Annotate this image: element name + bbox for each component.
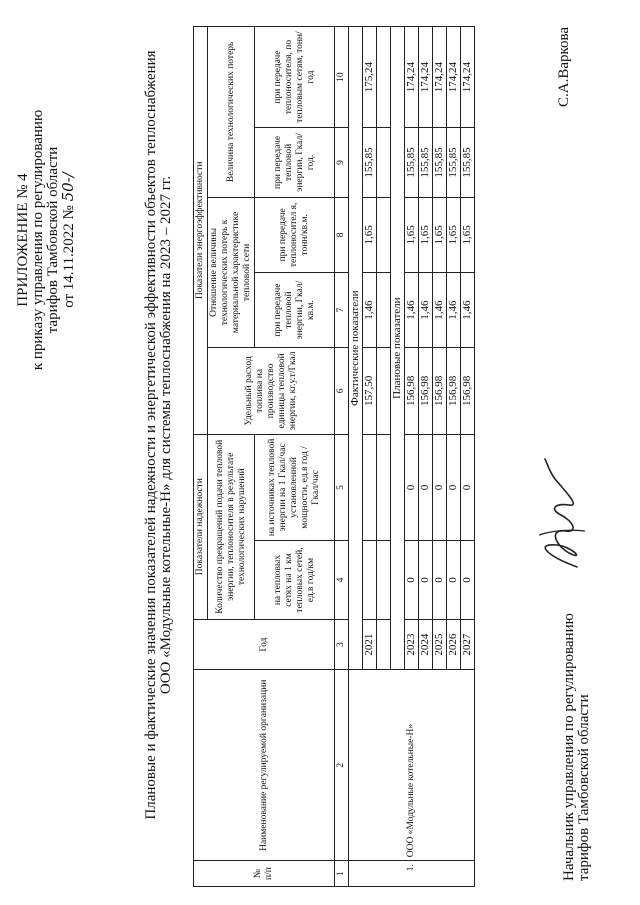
planned-ratio-carrier: 1,65 [461,197,475,272]
header-num: № п/п [194,861,335,887]
planned-networks: 0 [433,541,447,620]
actual-networks [363,541,377,620]
header-efficiency: Показатели энергоэффективности [194,27,208,435]
planned-ratio-carrier: 1,65 [433,197,447,272]
planned-losses-carrier: 174,24 [419,27,433,128]
actual-ratio-carrier: 1,65 [363,197,377,272]
header-interruptions: Количество прекращений подачи тепловой энергии, теплоносителя в результате технологических нарушений [208,434,255,619]
signatory-name: С.А.Варкова [556,26,572,107]
planned-year: 2024 [419,619,433,670]
col-number: 9 [335,128,349,198]
spacer-cell [377,348,391,434]
spacer-cell [377,272,391,347]
planned-networks: 0 [461,541,475,620]
col-number: 1 [335,861,349,887]
planned-ratio-carrier: 1,65 [447,197,461,272]
actual-indicators-label: Фактические показатели [349,27,363,670]
position-line-2: тарифов Тамбовской области [576,694,592,881]
spacer-cell [377,434,391,541]
planned-losses-heat: 155,85 [447,128,461,198]
planned-losses-heat: 155,85 [433,128,447,198]
appendix-header [16,60,77,420]
header-losses: Величина технологических потерь [208,27,255,198]
planned-sources: 0 [433,434,447,541]
indicators-table [193,26,475,887]
col-number: 7 [335,272,349,347]
header-networks: на тепловых сетях на 1 км тепловых сетей, ед.в год/км [255,541,335,620]
header-ratio-carrier: при передаче теплоносител я, тонн/кв.м. [255,197,335,272]
header-org: Наименование регулируемой организации [194,670,335,861]
handwritten-order-number: 50-/ [59,172,77,202]
org-name: ООО «Модульные котельные-Н» [349,670,475,861]
header-reliability: Показатели надежности [194,434,208,619]
planned-fuel: 156,98 [433,348,447,434]
col-number: 5 [335,434,349,541]
document-title [144,35,174,835]
planned-sources: 0 [405,434,419,541]
order-date: от 14.11.2022 № [61,205,77,308]
planned-losses-carrier: 174,24 [433,27,447,128]
planned-losses-heat: 155,85 [461,128,475,198]
appendix-title: ПРИЛОЖЕНИЕ № 4 [15,173,31,307]
planned-year: 2026 [447,619,461,670]
order-date-line [61,60,77,420]
actual-sources [363,434,377,541]
header-row-1 [194,27,208,887]
signature-scribble [525,455,595,575]
spacer-cell [377,619,391,670]
planned-indicators-label: Плановые показатели [391,27,405,670]
planned-ratio-heat: 1,46 [461,272,475,347]
planned-losses-carrier: 174,24 [447,27,461,128]
order-issuer-region: тарифов Тамбовской области [45,146,61,334]
planned-fuel: 156,98 [419,348,433,434]
position-line-1: Начальник управления по регулированию [561,613,577,881]
planned-year: 2023 [405,619,419,670]
planned-year: 2025 [433,619,447,670]
header-losses-heat: при передаче тепловой энергии, Гкал/год. [255,128,335,198]
planned-networks: 0 [419,541,433,620]
col-number: 10 [335,27,349,128]
spacer-cell [377,541,391,620]
col-number: 3 [335,619,349,670]
header-ratio: Отношение величины технологических потерь к материальной характеристике тепловой сети [208,197,255,347]
actual-ratio-heat: 1,46 [363,272,377,347]
col-number: 4 [335,541,349,620]
spacer-cell [377,128,391,198]
planned-losses-carrier: 174,24 [461,27,475,128]
column-number-row [335,27,349,887]
planned-ratio-heat: 1,46 [433,272,447,347]
spacer-cell [377,27,391,128]
row-number: 1. [349,861,475,887]
col-number: 2 [335,670,349,861]
planned-networks: 0 [447,541,461,620]
order-issuer-line: к приказу управления по регулированию [30,109,46,371]
spacer-cell [377,197,391,272]
planned-sources: 0 [419,434,433,541]
planned-ratio-heat: 1,46 [447,272,461,347]
header-year: Год [194,619,335,670]
planned-losses-heat: 155,85 [405,128,419,198]
actual-losses-carrier: 175,24 [363,27,377,128]
planned-year: 2027 [461,619,475,670]
col-number: 6 [335,348,349,434]
planned-sources: 0 [461,434,475,541]
actual-fuel: 157,50 [363,348,377,434]
actual-losses-heat: 155,85 [363,128,377,198]
planned-ratio-carrier: 1,65 [419,197,433,272]
signatory-position [562,613,592,881]
planned-networks: 0 [405,541,419,620]
col-number: 8 [335,197,349,272]
header-fuel: Удельный расход топлива на производство единицы тепловой энергии, кг.у.т/Гкал [208,348,335,434]
header-losses-carrier: при передаче теплоносителя, по тепловым сетям, тонн/год [255,27,335,128]
planned-losses-heat: 155,85 [419,128,433,198]
planned-ratio-heat: 1,46 [405,272,419,347]
planned-fuel: 156,98 [447,348,461,434]
actual-label-row [349,27,363,887]
title-line-2: ООО «Модульные котельные-Н» для системы теплоснабжения на 2023 – 2027 гг. [158,175,174,695]
header-sources: на источниках тепловой энергии на 1 Гкал/час установленной мощности, ед.в год /Гкал/час [255,434,335,541]
planned-sources: 0 [447,434,461,541]
actual-year: 2021 [363,619,377,670]
planned-ratio-carrier: 1,65 [405,197,419,272]
planned-fuel: 156,98 [405,348,419,434]
header-ratio-heat: при передаче тепловой энергии, Гкал/кв.м. [255,272,335,347]
title-line-1: Плановые и фактические значения показателей надежности и энергетической эффективности объектов теплоснабжения [143,50,159,820]
planned-losses-carrier: 174,24 [405,27,419,128]
planned-ratio-heat: 1,46 [419,272,433,347]
planned-fuel: 156,98 [461,348,475,434]
